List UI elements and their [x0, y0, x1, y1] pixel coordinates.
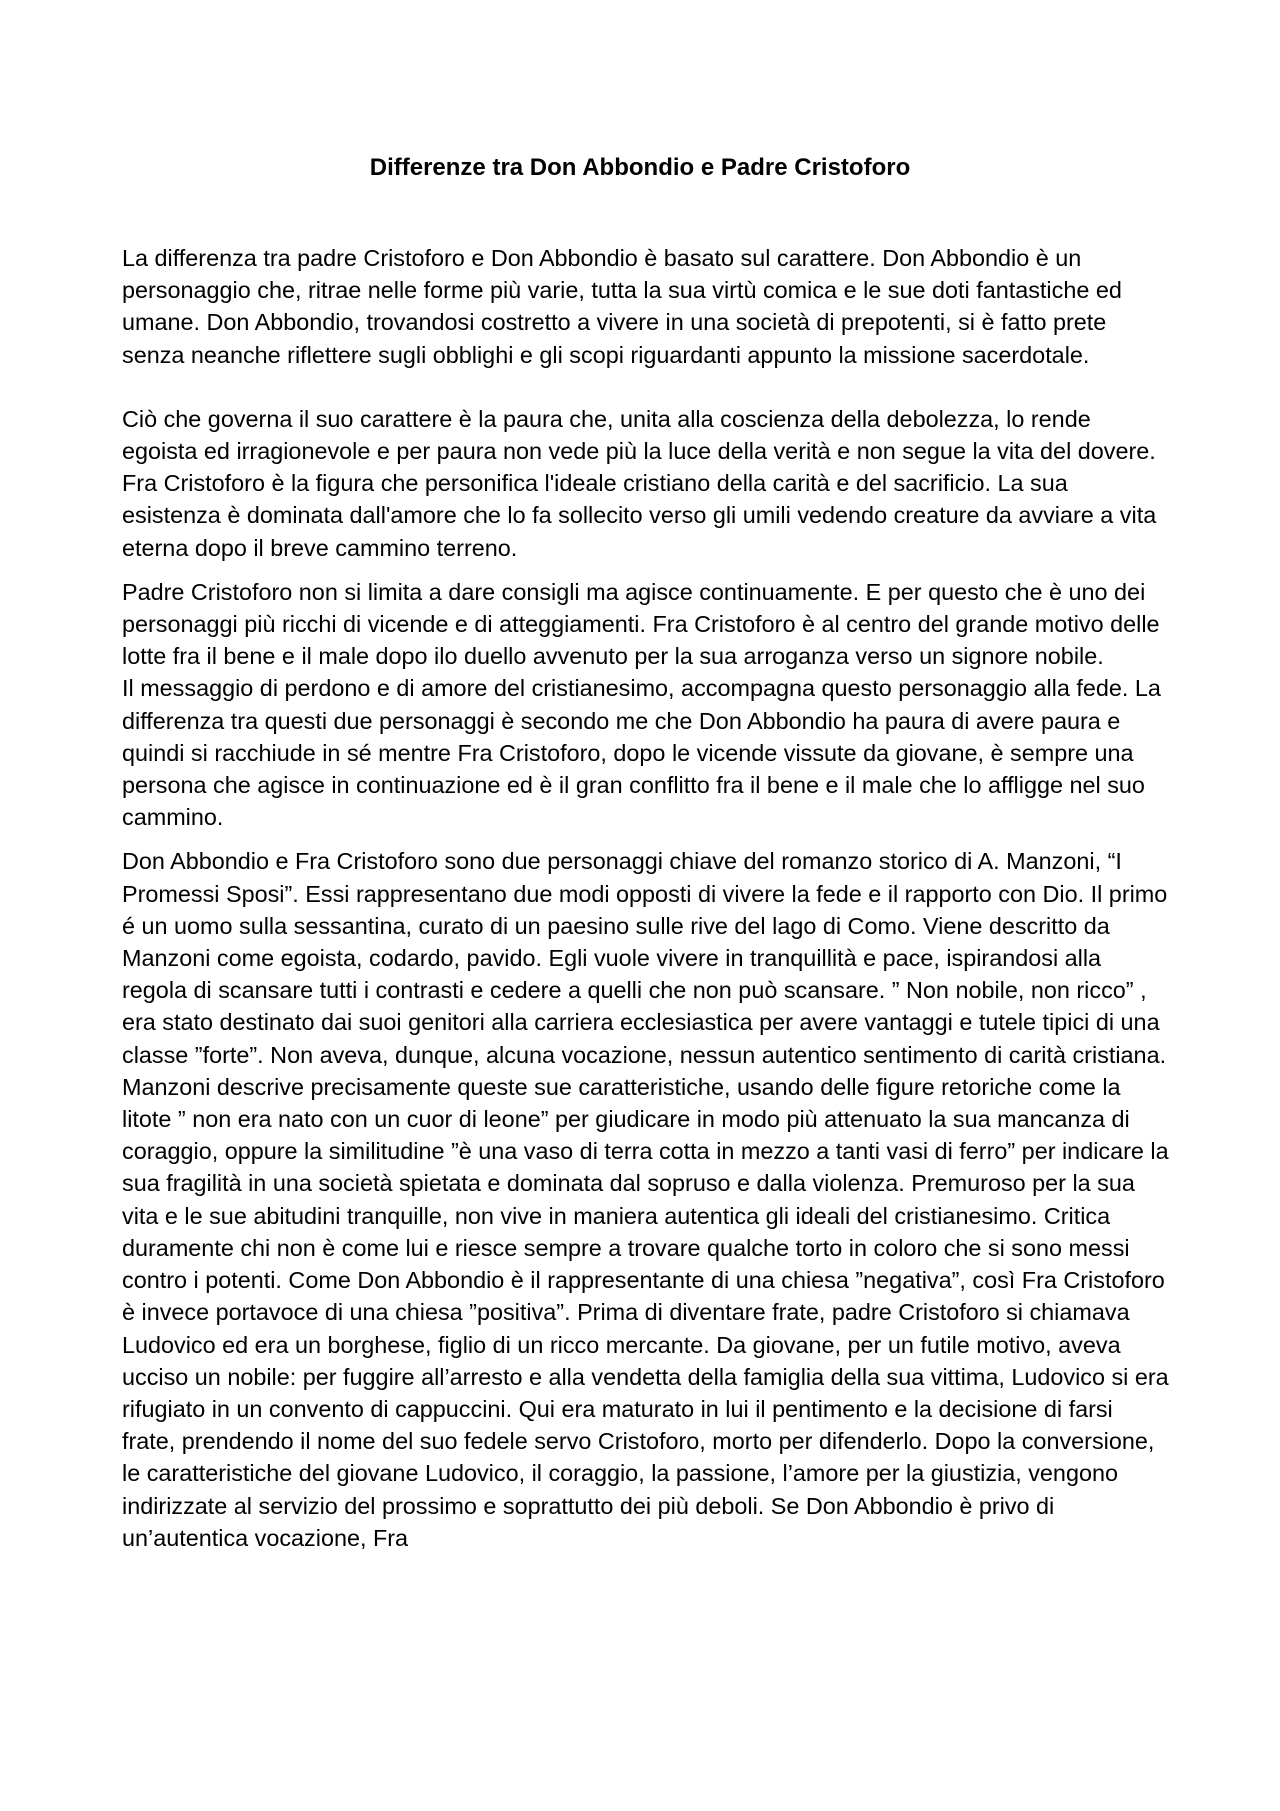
paragraph-2: Ciò che governa il suo carattere è la paura che, unita alla coscienza della debolezza, lo rende egoista ed irragionevole e per paura non vede più la luce della verità e non segue la vita del dovere. Fra Cristoforo è la figura che personifica l'ideale cristiano della carità e del sacrificio. La sua esistenza è dominata dall'amore che lo fa sollecito verso gli umili vedendo creature da avviare a vita eterna dopo il breve cammino terreno. [122, 405, 1157, 561]
page-title: Differenze tra Don Abbondio e Padre Cristoforo [369, 154, 911, 181]
paragraph-3: Padre Cristoforo non si limita a dare consigli ma agisce continuamente. E per questo che è uno dei personaggi più ricchi di vicende e di atteggiamenti. Fra Cristoforo è al centro del grande motivo delle lotte fra il bene e il male dopo ilo duello avvenuto per la sua arroganza verso un signore nobile. [122, 578, 1160, 670]
paragraph-1: La differenza tra padre Cristoforo e Don Abbondio è basato sul carattere. Don Abbondio è un personaggio che, ritrae nelle forme più varie, tutta la sua virtù comica e le sue doti fantastiche ed umane. Don Abbondio, trovandosi costretto a vivere in una società di prepotenti, si è fatto prete senza neanche riflettere sugli obblighi e gli scopi riguardanti appunto la missione sacerdotale. [122, 245, 1122, 368]
paragraph-5: Don Abbondio e Fra Cristoforo sono due personaggi chiave del romanzo storico di A. Manzoni, “I Promessi Sposi”. Essi rappresentano due modi opposti di vivere la fede e il rapporto con Dio. Il primo é un uomo sulla sessantina, curato di un paesino sulle rive del lago di Como. Viene descritto da Manzoni come egoista, codardo, pavido. Egli vuole vivere in tranquillità e pace, ispirandosi alla regola di scansare tutti i contrasti e cedere a quelli che non può scansare. ” Non nobile, non ricco” , era stato destinato dai suoi genitori alla carriera ecclesiastica per avere vantaggi e tutele tipici di una classe ”forte”. Non aveva, dunque, alcuna vocazione, nessun autentico sentimento di carità cristiana. Manzoni descrive precisamente queste sue caratteristiche, usando delle figure retoriche come la litote ” non era nato con un cuor di leone” per giudicare in modo più attenuato la sua mancanza di coraggio, oppure la similitudine ”è una vaso di terra cotta in mezzo a tanti vasi di ferro” per indicare la sua fragilità in una società spietata e dominata dal sopruso e dalla violenza. Premuroso per la sua vita e le sue abitudini tranquille, non vive in maniera autentica gli ideali del cristianesimo. Critica duramente chi non è come lui e riesce sempre a trovare qualche torto in coloro che si sono messi contro i potenti. Come Don Abbondio è il rappresentante di una chiesa ”negativa”, così Fra Cristoforo è invece portavoce di una chiesa ”positiva”. Prima di diventare frate, padre Cristoforo si chiamava Ludovico ed era un borghese, figlio di un ricco mercante. Da giovane, per un futile motivo, aveva ucciso un nobile: per fuggire all’arresto e alla vendetta della famiglia della sua vittima, Ludovico si era rifugiato in un convento di cappuccini. Qui era maturato in lui il pentimento e la decisione di farsi frate, prendendo il nome del suo fedele servo Cristoforo, morto per difenderlo. Dopo la conversione, le caratteristiche del giovane Ludovico, il coraggio, la passione, l’amore per la giustizia, vengono indirizzate al servizio del prossimo e soprattutto dei più deboli. Se Don Abbondio è privo di un’autentica vocazione, Fra [122, 848, 1169, 1551]
paragraph-4: Il messaggio di perdono e di amore del cristianesimo, accompagna questo personaggio alla fede. La differenza tra questi due personaggi è secondo me che Don Abbondio ha paura di avere paura e quindi si racchiude in sé mentre Fra Cristoforo, dopo le vicende vissute da giovane, è sempre una persona che agisce in continuazione ed è il gran conflitto fra il bene e il male che lo affligge nel suo cammino. [122, 675, 1161, 831]
document-body [122, 242, 1172, 1554]
